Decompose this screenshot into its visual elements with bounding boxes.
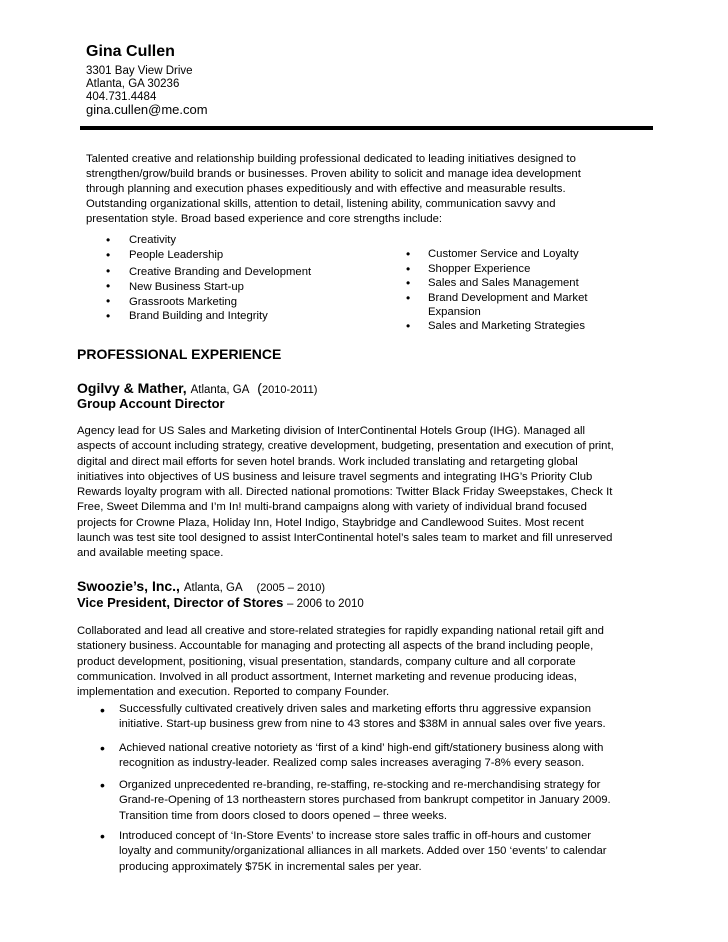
summary-line: presentation style. Broad based experience and core strengths include: bbox=[86, 213, 443, 225]
header-divider bbox=[80, 126, 653, 130]
description-line: digital and direct mail efforts for seven hotel brands. Work included translating and retargeting global bbox=[77, 455, 578, 468]
strength-item: Creativity bbox=[129, 234, 177, 246]
achievement-line: recognition as industry-leader. Realized comp sales increases averaging 7-8% every season. bbox=[119, 757, 585, 770]
achievement-line: initiative. Start-up business grew from nine to 43 stores and $38M in annual sales over five years. bbox=[119, 718, 606, 731]
bullet-icon: • bbox=[106, 264, 111, 278]
achievement-item bbox=[119, 741, 639, 772]
achievement-line: Introduced concept of ‘In-Store Events’ to increase store sales traffic in off-hours and customer bbox=[119, 830, 591, 842]
job-description bbox=[77, 424, 647, 562]
company-location: Atlanta, GA bbox=[183, 582, 243, 594]
description-line: aspects of account including strategy, creative development, budgeting, presentation and execution of print, bbox=[77, 440, 614, 453]
bullet-icon: • bbox=[100, 740, 105, 756]
phone-number: 404.731.4484 bbox=[86, 91, 157, 103]
description-line: implementation and execution. Reported to company Founder. bbox=[77, 686, 390, 699]
achievement-line: loyalty and community/organizational alliances in all markets. Added over 150 ‘events’ to calendar bbox=[119, 845, 607, 858]
description-line: communication. Involved in all product assortment, Internet marketing and revenue producing ideas, bbox=[77, 670, 577, 683]
description-line: Free, Sweet Dilemma and I’m In! multi-brand campaigns along with variety of individual brand focused bbox=[77, 501, 587, 514]
summary-line: strengthen/grow/build brands or businesses. Proven ability to solicit and manage idea development bbox=[86, 168, 581, 180]
strength-item: New Business Start-up bbox=[129, 281, 244, 293]
description-line: projects for Crowne Plaza, Holiday Inn, Hotel Indigo, Staybridge and Candlewood Suites. Most recent bbox=[77, 516, 584, 529]
section-title: PROFESSIONAL EXPERIENCE bbox=[77, 346, 282, 362]
achievement-item bbox=[119, 778, 639, 824]
bullet-icon: • bbox=[406, 319, 411, 333]
achievement-line: Achieved national creative notoriety as ‘first of a kind’ high-end gift/stationery business along with bbox=[119, 742, 604, 754]
description-line: Agency lead for US Sales and Marketing division of InterContinental Hotels Group (IHG). Managed all bbox=[77, 425, 585, 437]
address-line-1: 3301 Bay View Drive bbox=[86, 65, 193, 77]
strength-item: Brand Development and Market bbox=[428, 292, 588, 304]
achievement-item bbox=[119, 829, 639, 875]
address-line-2: Atlanta, GA 30236 bbox=[86, 78, 180, 90]
strength-item: Brand Building and Integrity bbox=[129, 310, 268, 322]
strength-item: Sales and Sales Management bbox=[428, 277, 579, 289]
bullet-icon: • bbox=[106, 233, 111, 247]
job-dates: (2005 – 2010) bbox=[256, 582, 326, 594]
description-line: initiatives into objectives of US business and leisure travel segments and integrating IHG’s Priority Club bbox=[77, 470, 593, 483]
description-line: Rewards loyalty program with all. Directed national promotions: Twitter Black Friday Sweepstakes, Check It bbox=[77, 486, 613, 499]
bullet-icon: • bbox=[106, 279, 111, 293]
description-line: stationery business. Accountable for managing and protecting all aspects of the brand including people, bbox=[77, 640, 594, 653]
dates-open-paren: ( bbox=[257, 380, 262, 396]
achievement-line: Transition time from doors closed to doors opened – three weeks. bbox=[119, 809, 447, 822]
job-company-line bbox=[77, 380, 317, 396]
bullet-icon: • bbox=[106, 309, 111, 323]
job-title-text: Vice President, Director of Stores bbox=[77, 595, 284, 610]
email-address: gina.cullen@me.com bbox=[86, 102, 208, 117]
strength-item: Customer Service and Loyalty bbox=[428, 248, 579, 260]
summary-paragraph bbox=[86, 152, 631, 227]
bullet-icon: • bbox=[106, 248, 111, 262]
achievement-line: Successfully cultivated creatively driven sales and marketing efforts thru aggressive expansion bbox=[119, 703, 591, 715]
strength-item: Shopper Experience bbox=[428, 263, 531, 275]
job-years: – 2006 to 2010 bbox=[287, 598, 364, 610]
description-line: launch was test site tool designed to assist InterContinental hotel’s sales team to market and fill unreserved bbox=[77, 532, 613, 545]
company-location: Atlanta, GA bbox=[190, 384, 250, 396]
description-line: and available meeting space. bbox=[77, 547, 224, 560]
job-title bbox=[77, 595, 364, 610]
bullet-icon: • bbox=[100, 777, 105, 793]
candidate-name: Gina Cullen bbox=[86, 43, 175, 60]
job-title bbox=[77, 396, 225, 411]
achievement-line: producing approximately $75K in incremental sales per year. bbox=[119, 860, 422, 873]
achievement-line: Grand-re-Opening of 13 northeastern stores purchased from bankrupt competitor in January 2009. bbox=[119, 794, 611, 807]
bullet-icon: • bbox=[106, 294, 111, 308]
job-description bbox=[77, 624, 647, 700]
strength-item-continued: Expansion bbox=[428, 306, 481, 318]
bullet-icon: • bbox=[100, 828, 105, 844]
job-title-text: Group Account Director bbox=[77, 396, 225, 411]
description-line: Collaborated and lead all creative and store-related strategies for rapidly expanding national retail gift and bbox=[77, 625, 604, 637]
bullet-icon: • bbox=[406, 291, 411, 305]
summary-line: Talented creative and relationship building professional dedicated to leading initiatives designed to bbox=[86, 153, 576, 165]
achievement-line: Organized unprecedented re-branding, re-staffing, re-stocking and re-merchandising strategy for bbox=[119, 779, 601, 791]
bullet-icon: • bbox=[406, 262, 411, 276]
company-name: Ogilvy & Mather, bbox=[77, 380, 187, 396]
strength-item: Sales and Marketing Strategies bbox=[428, 320, 585, 332]
job-dates: 2010-2011) bbox=[261, 384, 318, 396]
achievement-item bbox=[119, 702, 639, 733]
summary-line: Outstanding organizational skills, attention to detail, listening ability, communication savvy and bbox=[86, 198, 556, 210]
bullet-icon: • bbox=[406, 247, 411, 261]
bullet-icon: • bbox=[406, 276, 411, 290]
strength-item: Grassroots Marketing bbox=[129, 296, 237, 308]
strength-item: People Leadership bbox=[129, 249, 224, 261]
summary-line: through planning and execution phases expeditiously and with effective and measurable results. bbox=[86, 183, 566, 195]
job-company-line bbox=[77, 578, 325, 594]
strength-item: Creative Branding and Development bbox=[129, 266, 312, 278]
company-name: Swoozie’s, Inc., bbox=[77, 578, 180, 594]
bullet-icon: • bbox=[100, 702, 105, 718]
description-line: product development, positioning, visual presentation, standards, company culture and all corporate bbox=[77, 655, 576, 668]
